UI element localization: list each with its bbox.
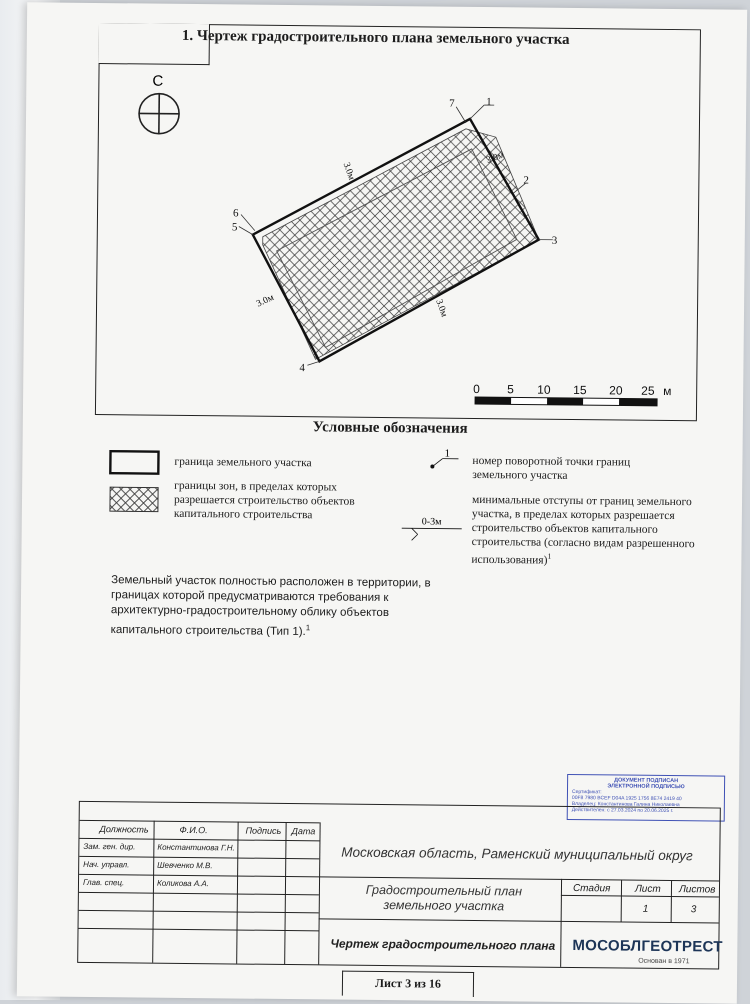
site-note-footnote: 1 bbox=[306, 623, 311, 632]
legend-setback-footnote: 1 bbox=[547, 552, 551, 561]
tb-drawing: Чертеж градостроительного плана bbox=[330, 936, 555, 952]
legend-setback-symbol bbox=[402, 528, 462, 541]
sheet-number: Лист 3 из 16 bbox=[342, 971, 474, 997]
stamp-line-1: Сертификат: bbox=[572, 789, 720, 797]
scale-tick-0: 0 bbox=[473, 382, 480, 396]
tb-sheets-label: Листов bbox=[679, 884, 716, 895]
legend-parcel-symbol bbox=[110, 451, 158, 474]
tb-header-name: Ф.И.О. bbox=[180, 825, 208, 835]
point-label-6: 6 bbox=[233, 207, 239, 219]
sheet-title: 1. Чертеж градостроительного плана земельного участка bbox=[182, 28, 570, 49]
setback-label-right: 3.0м bbox=[485, 151, 505, 166]
point-label-3: 3 bbox=[552, 235, 558, 247]
scale-tick-25: 25 bbox=[641, 384, 655, 398]
tb-sheet-value: 1 bbox=[643, 904, 649, 915]
tb-header-date: Дата bbox=[292, 826, 316, 836]
scale-unit: м bbox=[663, 384, 671, 398]
scale-tick-15: 15 bbox=[573, 383, 587, 397]
tb-sheet-label: Лист bbox=[635, 884, 661, 895]
document-sheet bbox=[17, 2, 747, 1003]
legend-zone-symbol bbox=[110, 487, 158, 512]
title-block bbox=[77, 801, 721, 970]
legend-setback-marker-label: 0-3м bbox=[422, 516, 442, 527]
tb-sheets-value: 3 bbox=[691, 904, 697, 915]
scale-tick-5: 5 bbox=[507, 382, 514, 396]
legend-setback-text bbox=[471, 493, 702, 569]
stamp-line-3: Владелец: Константинова Галина Николаевна bbox=[572, 801, 720, 809]
setback-label-top: 3.0м bbox=[341, 161, 356, 181]
point-label-7: 7 bbox=[449, 98, 455, 110]
tb-row-3-name: Коликова А.А. bbox=[157, 879, 209, 889]
point-label-5: 5 bbox=[232, 221, 238, 233]
compass-letter: С bbox=[152, 73, 163, 90]
stamp-header-1: ДОКУМЕНТ ПОДПИСАН bbox=[572, 777, 720, 785]
legend-point-marker-label: 1 bbox=[444, 448, 450, 460]
legend-setback-text-body: минимальные отступы от границ земельного участка, в пределах которых разрешается строительство объектов капитального строительства (согласно видам разрешенного использования) bbox=[471, 494, 694, 567]
company-logo-sub: Основан в 1971 bbox=[638, 958, 689, 966]
point-label-4: 4 bbox=[299, 362, 305, 374]
scale-tick-10: 10 bbox=[537, 383, 551, 397]
tb-header-position: Должность bbox=[100, 824, 149, 835]
site-note bbox=[111, 573, 442, 641]
scale-tick-20: 20 bbox=[609, 383, 623, 397]
legend-parcel-text: граница земельного участка bbox=[174, 455, 394, 471]
setback-label-left: 3.0м bbox=[255, 293, 275, 309]
tb-location: Московская область, Раменский муниципальный округ bbox=[341, 845, 692, 864]
stamp-header-2: ЭЛЕКТРОННОЙ ПОДПИСЬЮ bbox=[572, 783, 720, 791]
legend-zone-text: границы зон, в пределах которых разрешается строительство объектов капитального строительства bbox=[174, 479, 384, 523]
tb-row-2-position: Нач. управл. bbox=[83, 860, 129, 869]
legend-point-text: номер поворотной точки границ земельного участка bbox=[472, 454, 652, 484]
setback-label-bottom: 3.0м bbox=[433, 298, 448, 318]
legend-title: Условные обозначения bbox=[313, 419, 468, 438]
stamp-line-4: Действителен: с 27.03.2024 по 20.06.2025 г. bbox=[572, 807, 720, 815]
tb-document: Градостроительный план земельного участка bbox=[331, 882, 557, 914]
tb-row-1-position: Зам. ген. дир. bbox=[83, 842, 135, 852]
company-logo: МОСОБЛГЕОТРЕСТ bbox=[572, 937, 723, 956]
tb-row-1-name: Константинова Г.Н. bbox=[157, 843, 234, 853]
tb-stage-label: Стадия bbox=[573, 883, 611, 894]
stamp-line-2: 00F8 7980 BCEF D04A 1925 1756 8E74 2419 40 bbox=[572, 795, 720, 803]
tb-row-3-position: Глав. спец. bbox=[83, 878, 124, 887]
tb-row-2-name: Шевченко М.В. bbox=[157, 861, 213, 871]
legend-point-symbol bbox=[430, 459, 458, 469]
tb-header-signature: Подпись bbox=[246, 826, 282, 836]
site-note-text: Земельный участок полностью расположен в территории, в границах которой предусматриваются требования к архитектурно-градостроительному облику объектов капитального строительства (Тип 1). bbox=[111, 574, 431, 638]
point-label-2: 2 bbox=[523, 174, 529, 186]
point-label-1: 1 bbox=[486, 96, 492, 108]
